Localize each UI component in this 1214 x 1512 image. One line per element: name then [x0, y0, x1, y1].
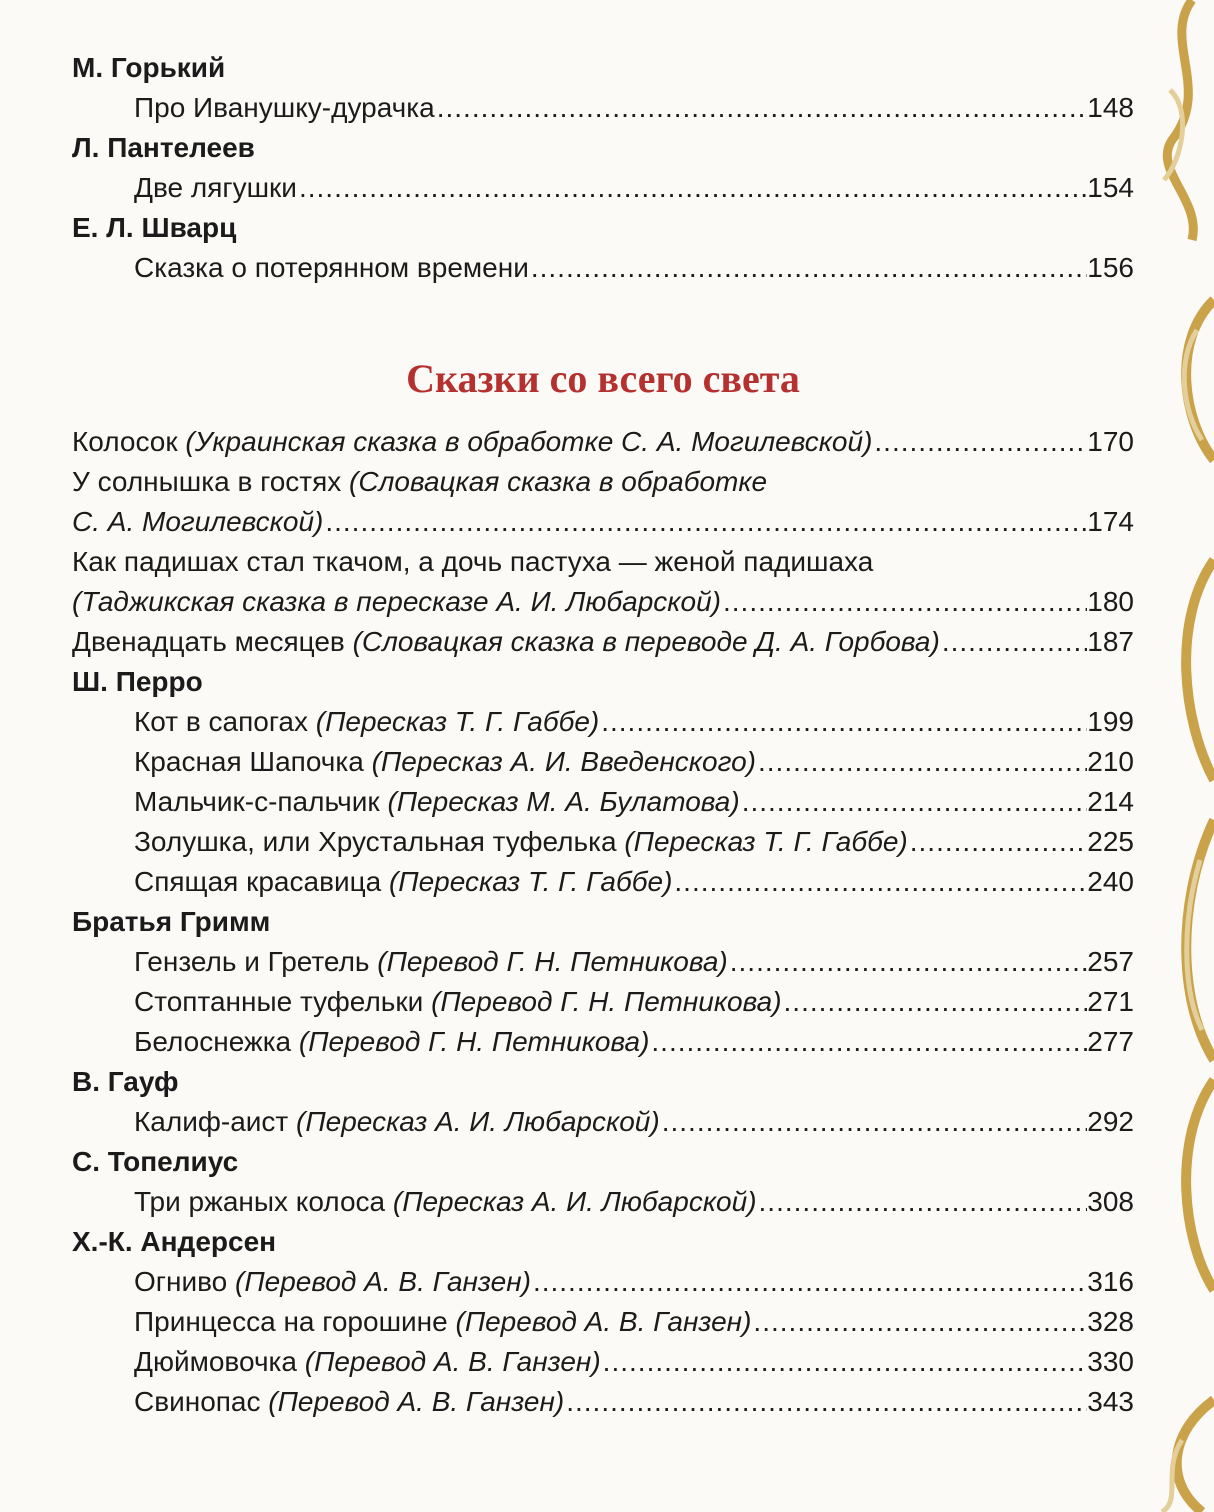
author-group [72, 48, 1134, 128]
entry-title: Сказка о потерянном времени [134, 252, 529, 283]
page-number: 214 [1087, 786, 1134, 817]
toc-entry[interactable] [72, 168, 1134, 208]
ornamental-border-icon [1152, 0, 1214, 1512]
entry-title: Две лягушки [134, 172, 297, 203]
entry-note: (Пересказ Т. Г. Габбе) [624, 826, 908, 857]
toc-entry[interactable] [72, 742, 1134, 782]
toc-entry[interactable] [72, 248, 1134, 288]
page-number: 343 [1087, 1386, 1134, 1417]
entry-title: Огниво [134, 1266, 228, 1297]
entry-note: (Перевод А. В. Ганзен) [235, 1266, 531, 1297]
author-group [72, 1142, 1134, 1222]
table-of-contents [72, 48, 1134, 1422]
toc-entry[interactable] [72, 422, 1134, 462]
dot-leader [751, 1302, 1087, 1342]
dot-leader [757, 1182, 1088, 1222]
toc-entry[interactable] [72, 982, 1134, 1022]
entry-title: Калиф-аист [134, 1106, 289, 1137]
author-group [72, 1062, 1134, 1142]
entry-note: (Пересказ Т. Г. Габбе) [388, 866, 673, 897]
page-number: 271 [1087, 986, 1134, 1017]
entry-note: (Пересказ А. И. Любарской) [392, 1186, 757, 1217]
toc-entry-first-line[interactable] [72, 542, 1134, 582]
page-number: 187 [1087, 626, 1134, 657]
author-name: Л. Пантелеев [72, 132, 255, 163]
page-number: 240 [1087, 866, 1134, 897]
dot-leader [940, 622, 1087, 662]
entry-title: Про Иванушку-дурачка [134, 92, 435, 123]
page-number: 328 [1087, 1306, 1134, 1337]
dot-leader [599, 702, 1087, 742]
page-number: 180 [1087, 586, 1134, 617]
entry-note: (Перевод Г. Н. Петникова) [377, 946, 728, 977]
page-number: 225 [1087, 826, 1134, 857]
entry-title: Красная Шапочка [134, 746, 364, 777]
page-number: 330 [1087, 1346, 1134, 1377]
entry-note: (Украинская сказка в обработке С. А. Могилевской) [185, 426, 873, 457]
author-name: Е. Л. Шварц [72, 212, 237, 243]
entry-note: (Пересказ М. А. Булатова) [387, 786, 740, 817]
entry-title: Гензель и Гретель [134, 946, 370, 977]
dot-leader [660, 1102, 1088, 1142]
dot-leader [672, 862, 1087, 902]
toc-entry[interactable] [72, 502, 1134, 542]
entry-title: Спящая красавица [134, 866, 382, 897]
authors-list [72, 662, 1134, 1422]
entry-title: Колосок [72, 426, 178, 457]
author-group [72, 662, 1134, 902]
entry-note: (Словацкая сказка в обработке [349, 466, 768, 497]
dot-leader [756, 742, 1087, 782]
entry-title: Три ржаных колоса [134, 1186, 386, 1217]
page-number: 210 [1087, 746, 1134, 777]
dot-leader [728, 942, 1088, 982]
entry-note: (Таджикская сказка в пересказе А. И. Любарской) [72, 586, 721, 617]
dot-leader [649, 1022, 1087, 1062]
toc-entry[interactable] [72, 1102, 1134, 1142]
dot-leader [564, 1382, 1087, 1422]
page-number: 199 [1087, 706, 1134, 737]
entry-note: (Перевод А. В. Ганзен) [304, 1346, 601, 1377]
author-name: М. Горький [72, 52, 226, 83]
dot-leader [721, 582, 1087, 622]
author-group [72, 208, 1134, 288]
entry-title: Золушка, или Хрустальная туфелька [134, 826, 617, 857]
toc-entry-first-line[interactable] [72, 462, 1134, 502]
page-number: 277 [1087, 1026, 1134, 1057]
author-group [72, 1222, 1134, 1422]
entry-title: Принцесса на горошине [134, 1306, 448, 1337]
entry-note: (Перевод А. В. Ганзен) [455, 1306, 752, 1337]
entry-title: Стоптанные туфельки [134, 986, 424, 1017]
page-number: 316 [1087, 1266, 1134, 1297]
toc-entry[interactable] [72, 1382, 1134, 1422]
entry-title: Кот в сапогах [134, 706, 309, 737]
entry-title: Как падишах стал ткачом, а дочь пастуха — женой падишаха [72, 546, 874, 577]
author-group [72, 902, 1134, 1062]
author-name: Ш. Перро [72, 666, 203, 697]
entry-note: (Пересказ А. И. Введенского) [371, 746, 756, 777]
toc-entry[interactable] [72, 1182, 1134, 1222]
author-name: С. Топелиус [72, 1146, 239, 1177]
entry-note: (Пересказ А. И. Любарской) [296, 1106, 660, 1137]
entry-note: (Словацкая сказка в переводе Д. А. Горбова) [352, 626, 940, 657]
page-number: 292 [1087, 1106, 1134, 1137]
author-group [72, 128, 1134, 208]
author-name: Х.-К. Андерсен [72, 1226, 277, 1257]
dot-leader [529, 248, 1087, 288]
dot-leader [297, 168, 1087, 208]
page-number: 156 [1087, 252, 1134, 283]
toc-entry[interactable] [72, 88, 1134, 128]
page-number: 154 [1087, 172, 1134, 203]
author-name: Братья Гримм [72, 906, 271, 937]
entry-note: (Пересказ Т. Г. Габбе) [315, 706, 600, 737]
dot-leader [323, 502, 1087, 542]
dot-leader [531, 1262, 1087, 1302]
dot-leader [740, 782, 1088, 822]
section-title: Сказки со всего света [406, 356, 800, 401]
entry-note: С. А. Могилевской) [72, 506, 324, 537]
entry-note: (Перевод Г. Н. Петникова) [298, 1026, 650, 1057]
toc-entry[interactable] [72, 862, 1134, 902]
entry-title: Свинопас [134, 1386, 261, 1417]
author-name: В. Гауф [72, 1066, 179, 1097]
toc-entry[interactable] [72, 942, 1134, 982]
entry-title: У солнышка в гостях [72, 466, 342, 497]
entry-note: (Перевод А. В. Ганзен) [268, 1386, 565, 1417]
toc-entry[interactable] [72, 1262, 1134, 1302]
toc-entry[interactable] [72, 782, 1134, 822]
toc-entry[interactable] [72, 1342, 1134, 1382]
entry-title: Мальчик-с-пальчик [134, 786, 380, 817]
entry-note: (Перевод Г. Н. Петникова) [431, 986, 782, 1017]
entry-title: Двенадцать месяцев [72, 626, 345, 657]
page-number: 308 [1087, 1186, 1134, 1217]
entry-title: Дюймовочка [134, 1346, 297, 1377]
dot-leader [908, 822, 1088, 862]
toc-entry[interactable] [72, 1022, 1134, 1062]
dot-leader [872, 422, 1087, 462]
page-number: 174 [1087, 506, 1134, 537]
toc-entry[interactable] [72, 1302, 1134, 1342]
page-number: 170 [1087, 426, 1134, 457]
dot-leader [601, 1342, 1088, 1382]
toc-entry[interactable] [72, 622, 1134, 662]
page-number: 257 [1087, 946, 1134, 977]
page-number: 148 [1087, 92, 1134, 123]
toc-entry[interactable] [72, 702, 1134, 742]
dot-leader [782, 982, 1088, 1022]
toc-entry[interactable] [72, 822, 1134, 862]
dot-leader [435, 88, 1088, 128]
entry-title: Белоснежка [134, 1026, 292, 1057]
toc-entry[interactable] [72, 582, 1134, 622]
